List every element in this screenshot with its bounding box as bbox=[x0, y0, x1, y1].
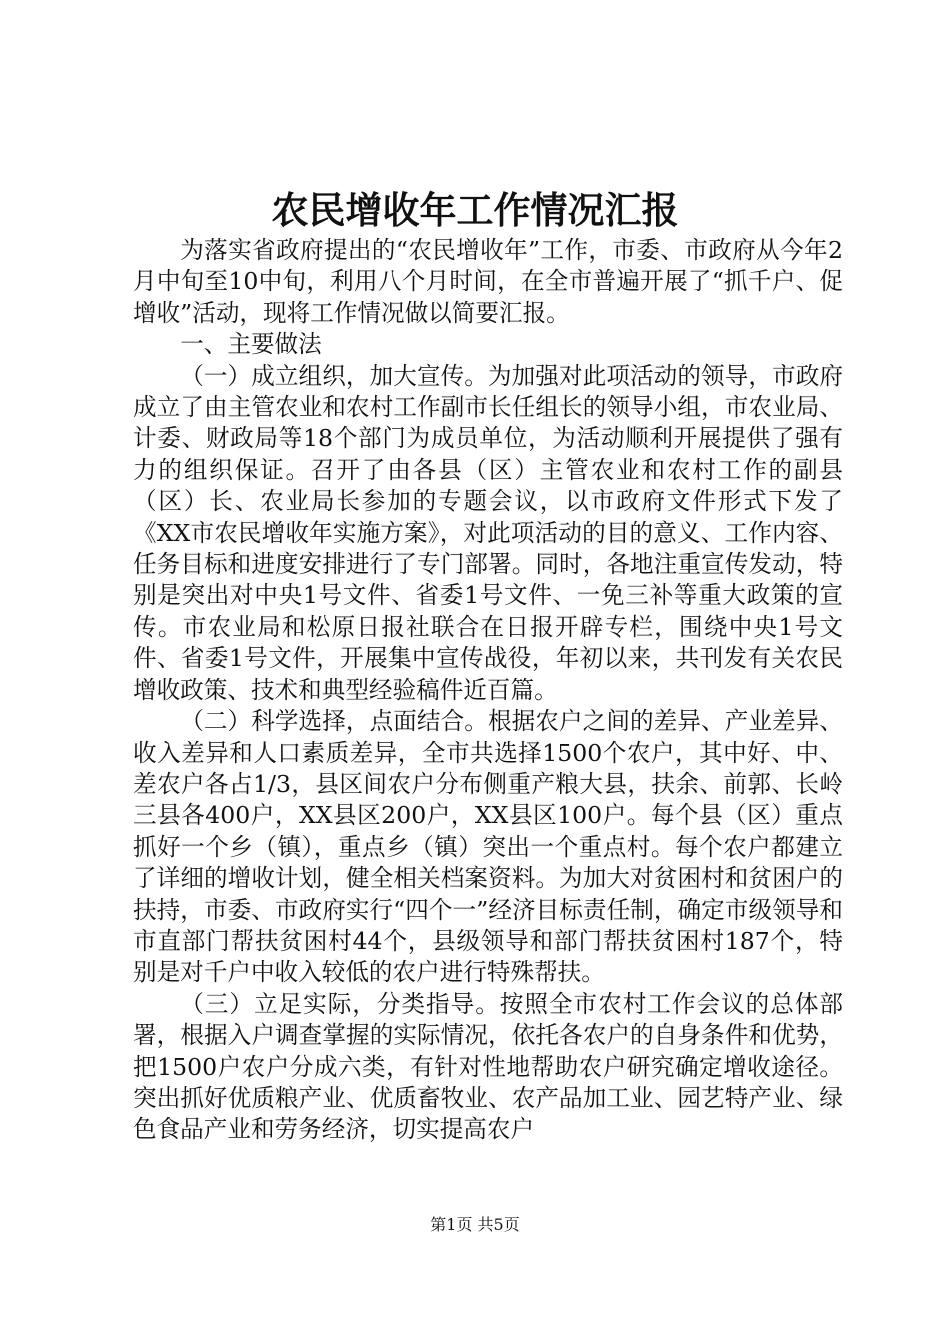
document-title: 农民增收年工作情况汇报 bbox=[271, 188, 679, 232]
page-number-footer: 第1页 共5页 bbox=[430, 1215, 520, 1234]
document-body bbox=[133, 235, 843, 1146]
intro-paragraph: 为落实省政府提出的“农民增收年”工作，市委、市政府从今年2月中旬至10中旬，利用八个月时间，在全市普遍开展了“抓千户、促增收”活动，现将工作情况做以简要汇报。 bbox=[133, 236, 843, 327]
body-paragraph-3: （三）立足实际，分类指导。按照全市农村工作会议的总体部署，根据入户调查掌握的实际情况，依托各农户的自身条件和优势，把1500户农户分成六类，有针对性地帮助农户研究确定增收途径。突出抓好优质粮产业、优质畜牧业、农产品加工业、园艺特产业、绿色食品产业和劳务经济，切实提高农户 bbox=[133, 989, 843, 1144]
body-paragraph-1: （一）成立组织，加大宣传。为加强对此项活动的领导，市政府成立了由主管农业和农村工作副市长任组长的领导小组，市农业局、计委、财政局等18个部门为成员单位，为活动顺利开展提供了强有力的组织保证。召开了由各县（区）主管农业和农村工作的副县（区）长、农业局长参加的专题会议，以市政府文件形式下发了《XX市农民增收年实施方案》，对此项活动的目的意义、工作内容、任务目标和进度安排进行了专门部署。同时，各地注重宣传发动，特别是突出对中央1号文件、省委1号文件、一免三补等重大政策的宣传。市农业局和松原日报社联合在日报开辟专栏，围绕中央1号文件、省委1号文件，开展集中宣传战役，年初以来，共刊发有关农民增收政策、技术和典型经验稿件近百篇。 bbox=[133, 361, 843, 704]
body-paragraph-2: （二）科学选择，点面结合。根据农户之间的差异、产业差异、收入差异和人口素质差异，全市共选择1500个农户，其中好、中、差农户各占1/3，县区间农户分布侧重产粮大县，扶余、前郭、长岭三县各400户，XX县区200户，XX县区100户。每个县（区）重点抓好一个乡（镇），重点乡（镇）突出一个重点村。每个农户都建立了详细的增收计划，健全相关档案资料。为加大对贫困村和贫困户的扶持，市委、市政府实行“四个一”经济目标责任制，确定市级领导和市直部门帮扶贫困村44个，县级领导和部门帮扶贫困村187个，特别是对千户中收入较低的农户进行特殊帮扶。 bbox=[133, 707, 843, 987]
section-heading: 一、主要做法 bbox=[180, 330, 322, 359]
